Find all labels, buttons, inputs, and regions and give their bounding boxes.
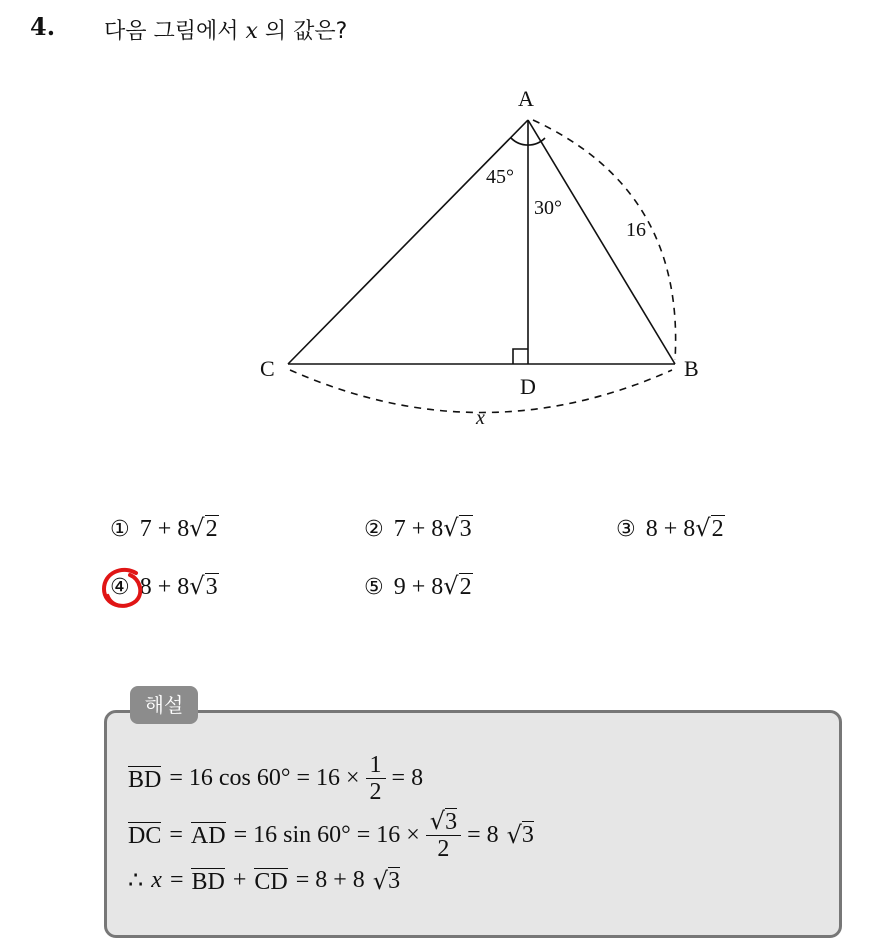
- label-b: B: [684, 356, 699, 381]
- choice-3[interactable]: ③ 8 + 8√2: [616, 514, 724, 542]
- dashed-arc-ab: [533, 120, 676, 360]
- overline-bd: BD: [128, 766, 162, 793]
- right-angle-mark: [513, 349, 528, 364]
- label-a: A: [518, 86, 534, 111]
- side-x-label: x: [476, 407, 485, 429]
- solution-tag: 해설: [130, 686, 198, 724]
- fraction-half: $\frac{1}{2}$: [366, 752, 386, 806]
- solution-line-3: ∴ x = BD + CD = 8 + 8 √ 3: [128, 866, 401, 895]
- choice-2[interactable]: ② 7 + 8√3: [364, 514, 472, 542]
- angle-30-label: 30°: [534, 197, 562, 219]
- solution-line-1: BD = 16 cos 60° = 16 × $\frac{1}{2}$ = 8: [128, 752, 424, 806]
- choice-5[interactable]: ⑤ 9 + 8√2: [364, 572, 472, 600]
- label-c: C: [260, 356, 275, 381]
- choice-4[interactable]: ④ 8 + 8√3: [110, 572, 218, 600]
- overline-ad: AD: [190, 823, 226, 850]
- angle-45-label: 45°: [486, 166, 514, 188]
- answer-circle-mark: [100, 565, 150, 613]
- question-text-before: 다음 그림에서: [104, 19, 246, 44]
- choice-1[interactable]: ① 7 + 8√2: [110, 514, 218, 542]
- solution-line-2: DC = AD = 16 sin 60° = 16 × $\frac{√3}{2}$ = 8 √ 3: [128, 807, 534, 863]
- question-number: 4.: [30, 12, 56, 41]
- overline-bd-2: BD: [191, 868, 225, 895]
- side-16-label: 16: [626, 219, 646, 241]
- fraction-sqrt3-over-2: $\frac{√3}{2}$: [426, 808, 461, 863]
- segment-ac: [288, 120, 528, 364]
- overline-cd: CD: [254, 868, 288, 895]
- question-variable: x: [245, 19, 258, 44]
- segment-ab: [528, 120, 675, 364]
- label-d: D: [520, 374, 536, 399]
- question-text-after: 의 값은?: [257, 19, 348, 44]
- overline-dc: DC: [128, 823, 162, 850]
